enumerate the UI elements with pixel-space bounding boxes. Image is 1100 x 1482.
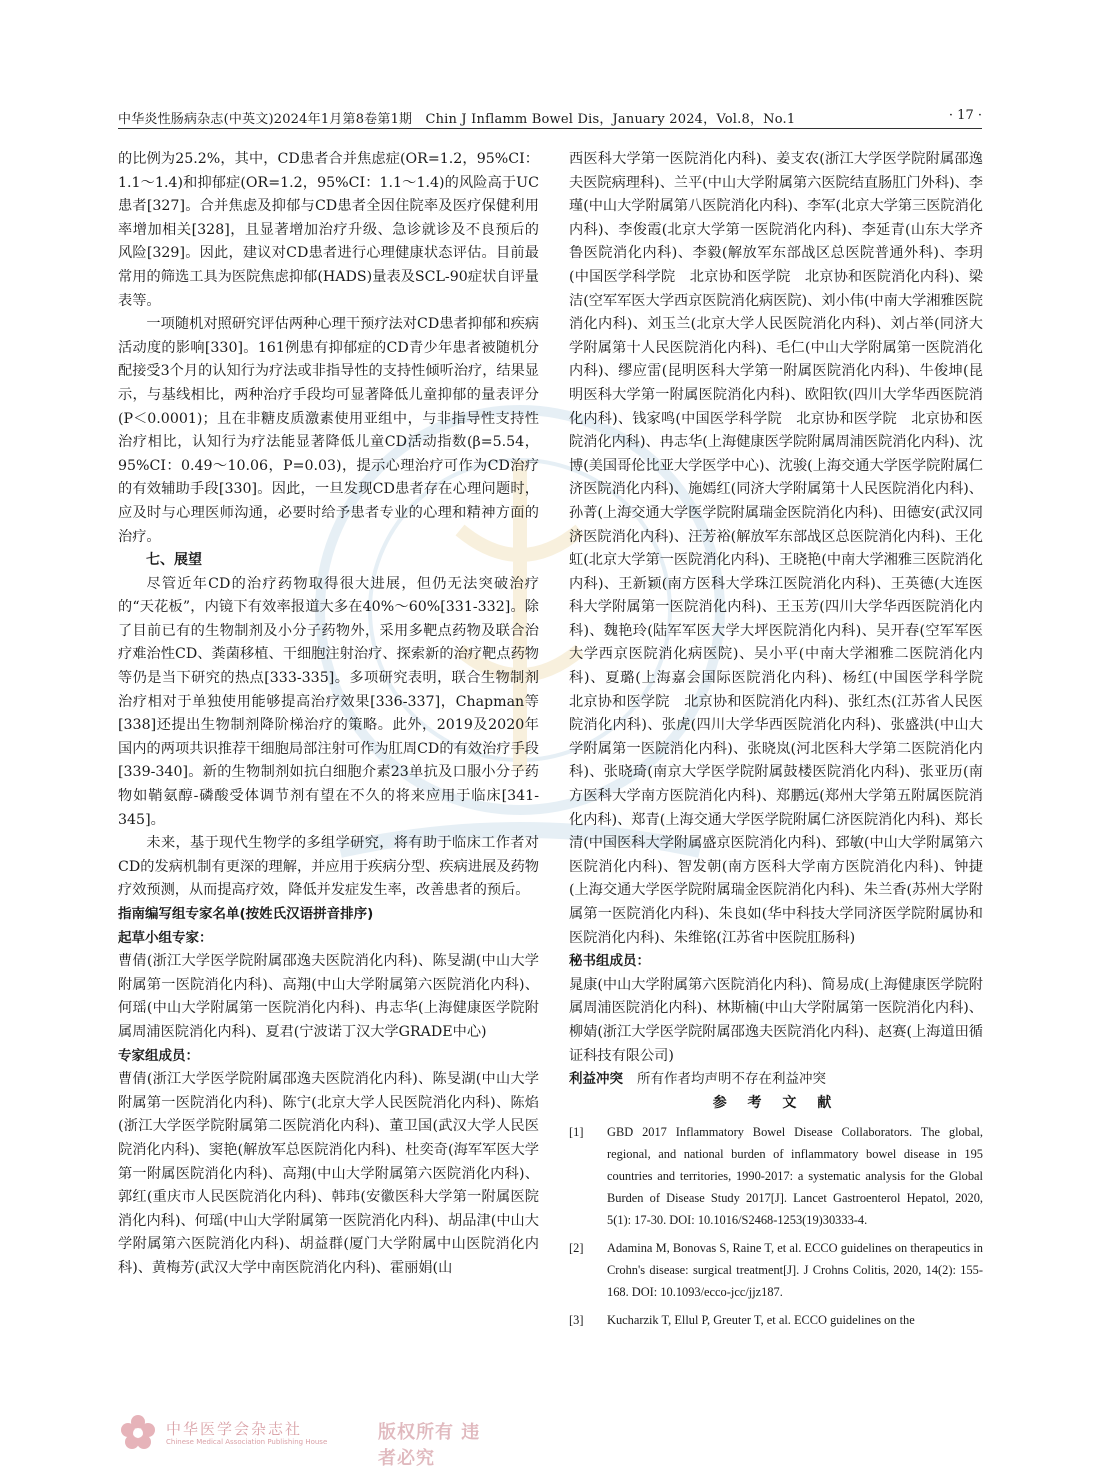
journal-citation: 中华炎性肠病杂志(中英文)2024年1月第8卷第1期 Chin J Inflamm Bowel Dis，January 2024，Vol.8，No.1 xyxy=(118,112,796,127)
reference-number: [3] xyxy=(569,1313,584,1328)
conflict-of-interest xyxy=(569,1068,983,1092)
references-title: 参 考 文 献 xyxy=(712,1094,840,1111)
publisher-name: 中华医学会杂志社 xyxy=(166,1420,303,1438)
publisher-name-en: Chinese Medical Association Publishing House xyxy=(166,1438,328,1446)
reference-number: [1] xyxy=(569,1125,584,1140)
coi-label: 利益冲突 xyxy=(569,1071,623,1088)
members-title: 专家组成员： xyxy=(118,1047,199,1064)
reference-number: [2] xyxy=(569,1241,584,1256)
publisher-logo-icon xyxy=(118,1412,158,1452)
copyright-mark: 版权所有 违者必究 xyxy=(378,1422,481,1469)
running-header xyxy=(118,106,982,129)
paragraph-rct: 一项随机对照研究评估两种心理干预疗法对CD患者抑郁和疾病活动度的影响[330]。161例患有抑郁症的CD青少年患者被随机分配接受3个月的认知行为疗法或非指导性的支持性倾听治疗，结果显示，与基线相比，两种治疗手段均可显著降低儿童抑郁的量表评分(P＜0.0001)；且在非糖皮质激素使用亚组中，与非指导性支持性治疗相比，认知行为疗法能显著降低儿童CD活动指数(β=5.54，95%CI：0.49～10.06，P=0.03)，提示心理治疗可作为CD治疗的有效辅助手段[330]。因此，一旦发现CD患者存在心理问题时，应及时与心理医师沟通，必要时给予患者专业的心理和精神方面的治疗。 xyxy=(118,316,539,545)
coi-text: 所有作者均声明不存在利益冲突 xyxy=(637,1071,826,1088)
reference-text: GBD 2017 Inflammatory Bowel Disease Collaborators. The global, regional, and national burden of inflammatory bowel disease in 195 countries and territories, 1990-2017: a systematic analysis for the Global Burden of Disease Study 2017[J]. Lancet Gastroenterol Hepatol, 2020, 5(1): 17-30. DOI: 10.1016/S2468-1253(19)30333-4. xyxy=(607,1125,983,1228)
reference-item xyxy=(569,1237,983,1303)
reference-text: Kucharzik T, Ellul P, Greuter T, et al. ECCO guidelines on the xyxy=(607,1313,915,1328)
reference-item xyxy=(569,1121,983,1231)
members-list: 曹倩(浙江大学医学院附属邵逸夫医院消化内科)、陈旻湖(中山大学附属第一医院消化内科)、陈宁(北京大学人民医院消化内科)、陈焰(浙江大学医学院附属第二医院消化内科)、董卫国(武汉大学人民医院消化内科)、窦艳(解放军总医院消化内科)、杜奕奇(海军军医大学第一附属医院消化内科)、高翔(中山大学附属第六医院消化内科)、郭红(重庆市人民医院消化内科)、韩玮(安徽医科大学第一附属医院消化内科)、何瑶(中山大学附属第一医院消化内科)、胡品津(中山大学附属第六医院消化内科)、胡益群(厦门大学附属中山医院消化内科)、黄梅芳(武汉大学中南医院消化内科)、霍丽娟(山 xyxy=(118,1071,539,1276)
secretary-title: 秘书组成员： xyxy=(569,953,650,970)
page-number: · 17 · xyxy=(948,108,982,123)
draft-group-list: 曹倩(浙江大学医学院附属邵逸夫医院消化内科)、陈旻湖(中山大学附属第一医院消化内科)、高翔(中山大学附属第六医院消化内科)、何瑶(中山大学附属第一医院消化内科)、冉志华(上海健康医学院附属周浦医院消化内科)、夏君(宁波诺丁汉大学GRADE中心) xyxy=(118,953,539,1040)
members-list-continued: 西医科大学第一医院消化内科)、姜支农(浙江大学医学院附属邵逸夫医院病理科)、兰平(中山大学附属第六医院结直肠肛门外科)、李瑾(中山大学附属第八医院消化内科)、李军(北京大学第三医院消化内科)、李俊霞(北京大学第一医院消化内科)、李延青(山东大学齐鲁医院消化内科)、李毅(解放军东部战区总医院普通外科)、李玥(中国医学科学院 北京协和医学院 北京协和医院消化内科)、梁洁(空军军医大学西京医院消化病医院)、刘小伟(中南大学湘雅医院消化内科)、刘玉兰(北京大学人民医院消化内科)、刘占举(同济大学附属第十人民医院消化内科)、毛仁(中山大学附属第一医院消化内科)、缪应雷(昆明医科大学第一附属医院消化内科)、牛俊坤(昆明医科大学第一附属医院消化内科)、欧阳钦(四川大学华西医院消化内科)、钱家鸣(中国医学科学院 北京协和医学院 北京协和医院消化内科)、冉志华(上海健康医学院附属周浦医院消化内科)、沈博(美国哥伦比亚大学医学中心)、沈骏(上海交通大学医学院附属仁济医院消化内科)、施嫣红(同济大学附属第十人民医院消化内科)、孙菁(上海交通大学医学院附属瑞金医院消化内科)、田德安(武汉同济医院消化内科)、汪芳裕(解放军东部战区总医院消化内科)、王化虹(北京大学第一医院消化内科)、王晓艳(中南大学湘雅三医院消化内科)、王新颖(南方医科大学珠江医院消化内科)、王英德(大连医科大学附属第一医院消化内科)、王玉芳(四川大学华西医院消化内科)、魏艳玲(陆军军医大学大坪医院消化内科)、吴开春(空军军医大学西京医院消化病医院)、吴小平(中南大学湘雅二医院消化内科)、夏璐(上海嘉会国际医院消化内科)、杨红(中国医学科学院 北京协和医学院 北京协和医院消化内科)、张红杰(江苏省人民医院消化内科)、张虎(四川大学华西医院消化内科)、张盛洪(中山大学附属第一医院消化内科)、张晓岚(河北医科大学第二医院消化内科)、张晓琦(南京大学医学院附属鼓楼医院消化内科)、张亚历(南方医科大学南方医院消化内科)、郑鹏远(郑州大学第五附属医院消化内科)、郑青(上海交通大学医学院附属仁济医院消化内科)、郑长清(中国医科大学附属盛京医院消化内科)、郅敏(中山大学附属第六医院消化内科)、智发朝(南方医科大学南方医院消化内科)、钟捷(上海交通大学医学院附属瑞金医院消化内科)、朱兰香(苏州大学附属第一医院消化内科)、朱良如(华中科技大学同济医学院附属协和医院消化内科)、朱维铭(江苏省中医院肛肠科) xyxy=(569,151,998,946)
left-column xyxy=(118,148,539,1281)
section-heading-outlook: 七、展望 xyxy=(146,552,202,569)
reference-text: Adamina M, Bonovas S, Raine T, et al. ECCO guidelines on therapeutics in Crohn's disease: surgical treatment[J]. J Crohns Colitis, 2020, 14(2): 155-168. DOI: 10.1093/ecco-jcc/jjz187. xyxy=(607,1241,983,1300)
paragraph-future: 未来，基于现代生物学的多组学研究，将有助于临床工作者对CD的发病机制有更深的理解，并应用于疾病分型、疾病进展及药物疗效预测，从而提高疗效，降低并发症发生率，改善患者的预后。 xyxy=(118,835,539,899)
secretary-list: 晁康(中山大学附属第六医院消化内科)、简易成(上海健康医学院附属周浦医院消化内科)、林斯楠(中山大学附属第一医院消化内科)、柳婧(浙江大学医学院附属邵逸夫医院消化内科)、赵赛(上海道田循证科技有限公司) xyxy=(569,976,983,1064)
paragraph-psych-risk: 的比例为25.2%，其中，CD患者合并焦虑症(OR=1.2，95%CI：1.1～1.4)和抑郁症(OR=1.2，95%CI：1.1～1.4)的风险高于UC患者[327]。合并焦虑及抑郁与CD患者全因住院率及医疗保健利用率增加相关[328]，且显著增加治疗升级、急诊就诊及不良预后的风险[329]。因此，建议对CD患者进行心理健康状态评估。目前最常用的筛选工具为医院焦虑抑郁(HADS)量表及SCL-90症状自评量表等。 xyxy=(118,151,539,309)
experts-title: 指南编写组专家名单(按姓氏汉语拼音排序) xyxy=(118,906,374,922)
reference-item xyxy=(569,1309,983,1331)
right-column xyxy=(569,148,998,1331)
paragraph-outlook: 尽管近年CD的治疗药物取得很大进展，但仍无法突破治疗的“天花板”，内镜下有效率报道大多在40%～60%[331-332]。除了目前已有的生物制剂及小分子药物外，采用多靶点药物及联合治疗难治性CD、粪菌移植、干细胞注射治疗、探索新的治疗靶点药物等仍是当下研究的热点[333-335]。多项研究表明，联合生物制剂治疗相对于单独使用能够提高治疗效果[336-337]，Chapman等[338]还提出生物制剂降阶梯治疗的策略。此外，2019及2020年国内的两项共识推荐干细胞局部注射可作为肛周CD的有效治疗手段[339-340]。新的生物制剂如抗白细胞介素23单抗及口服小分子药物如鞘氨醇-磷酸受体调节剂有望在不久的将来应用于临床[341-345]。 xyxy=(118,575,539,828)
draft-group-title: 起草小组专家： xyxy=(118,929,213,946)
publisher-footer xyxy=(118,1412,498,1469)
